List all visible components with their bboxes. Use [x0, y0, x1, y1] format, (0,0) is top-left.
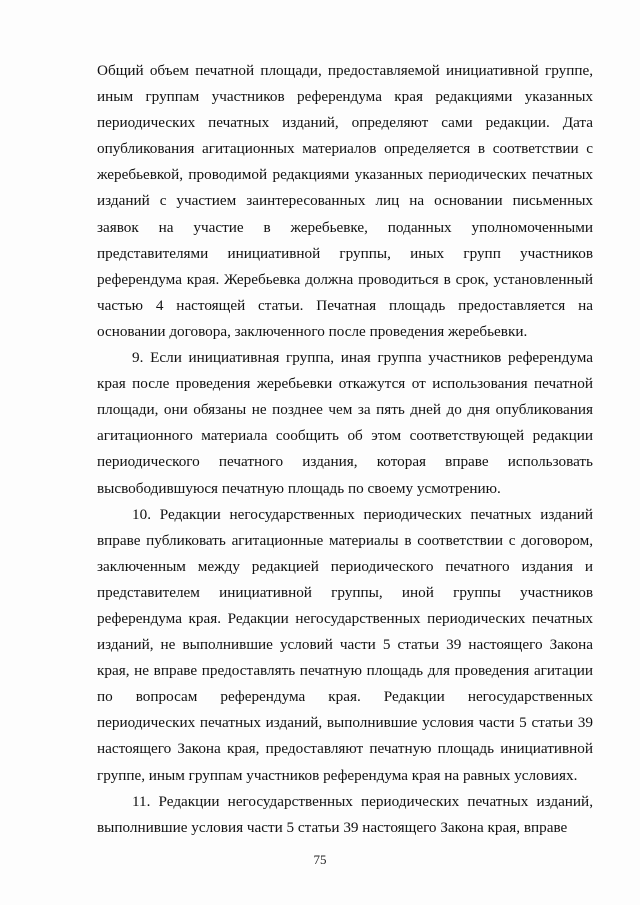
page-number: 75 — [313, 852, 327, 867]
paragraph-9: 9. Если инициативная группа, иная группа участников референдума края после проведения жеребьевки откажутся от использования печатной площади, они обязаны не позднее чем за пять дней до дня опубликования агитационного материала сообщить об этом соответствующей редакции периодического печатного издания, которая вправе использовать высвободившуюся печатную площадь по своему усмотрению. — [97, 349, 593, 497]
paragraph-continued: Общий объем печатной площади, предоставляемой инициативной группе, иным группам участников референдума края редакциями указанных периодических печатных изданий, определяют сами редакции. Дата опубликования агитационных материалов определяется в соответствии с жеребьевкой, проводимой редакциями указанных периодических печатных изданий с участием заинтересованных лиц на основании письменных заявок на участие в жеребьевке, поданных уполномоченными представителями инициативной группы, иных групп участников референдума края. Жеребьевка должна проводиться в срок, установленный частью 4 настоящей статьи. Печатная площадь предоставляется на основании договора, заключенного после проведения жеребьевки. — [97, 62, 593, 340]
paragraph-11: 11. Редакции негосударственных периодических печатных изданий, выполнившие условия части 5 статьи 39 настоящего Закона края, вправе — [97, 792, 593, 836]
document-body — [97, 58, 593, 841]
paragraph-10: 10. Редакции негосударственных периодических печатных изданий вправе публиковать агитационные материалы в соответствии с договором, заключенным между редакцией периодического печатного издания и представителем инициативной группы, иной группы участников референдума края. Редакции негосударственных периодических печатных изданий, не выполнившие условий части 5 статьи 39 настоящего Закона края, не вправе предоставлять печатную площадь для проведения агитации по вопросам референдума края. Редакции негосударственных периодических печатных изданий, выполнившие условия части 5 статьи 39 настоящего Закона края, предоставляют печатную площадь инициативной группе, иным группам участников референдума края на равных условиях. — [97, 505, 593, 784]
